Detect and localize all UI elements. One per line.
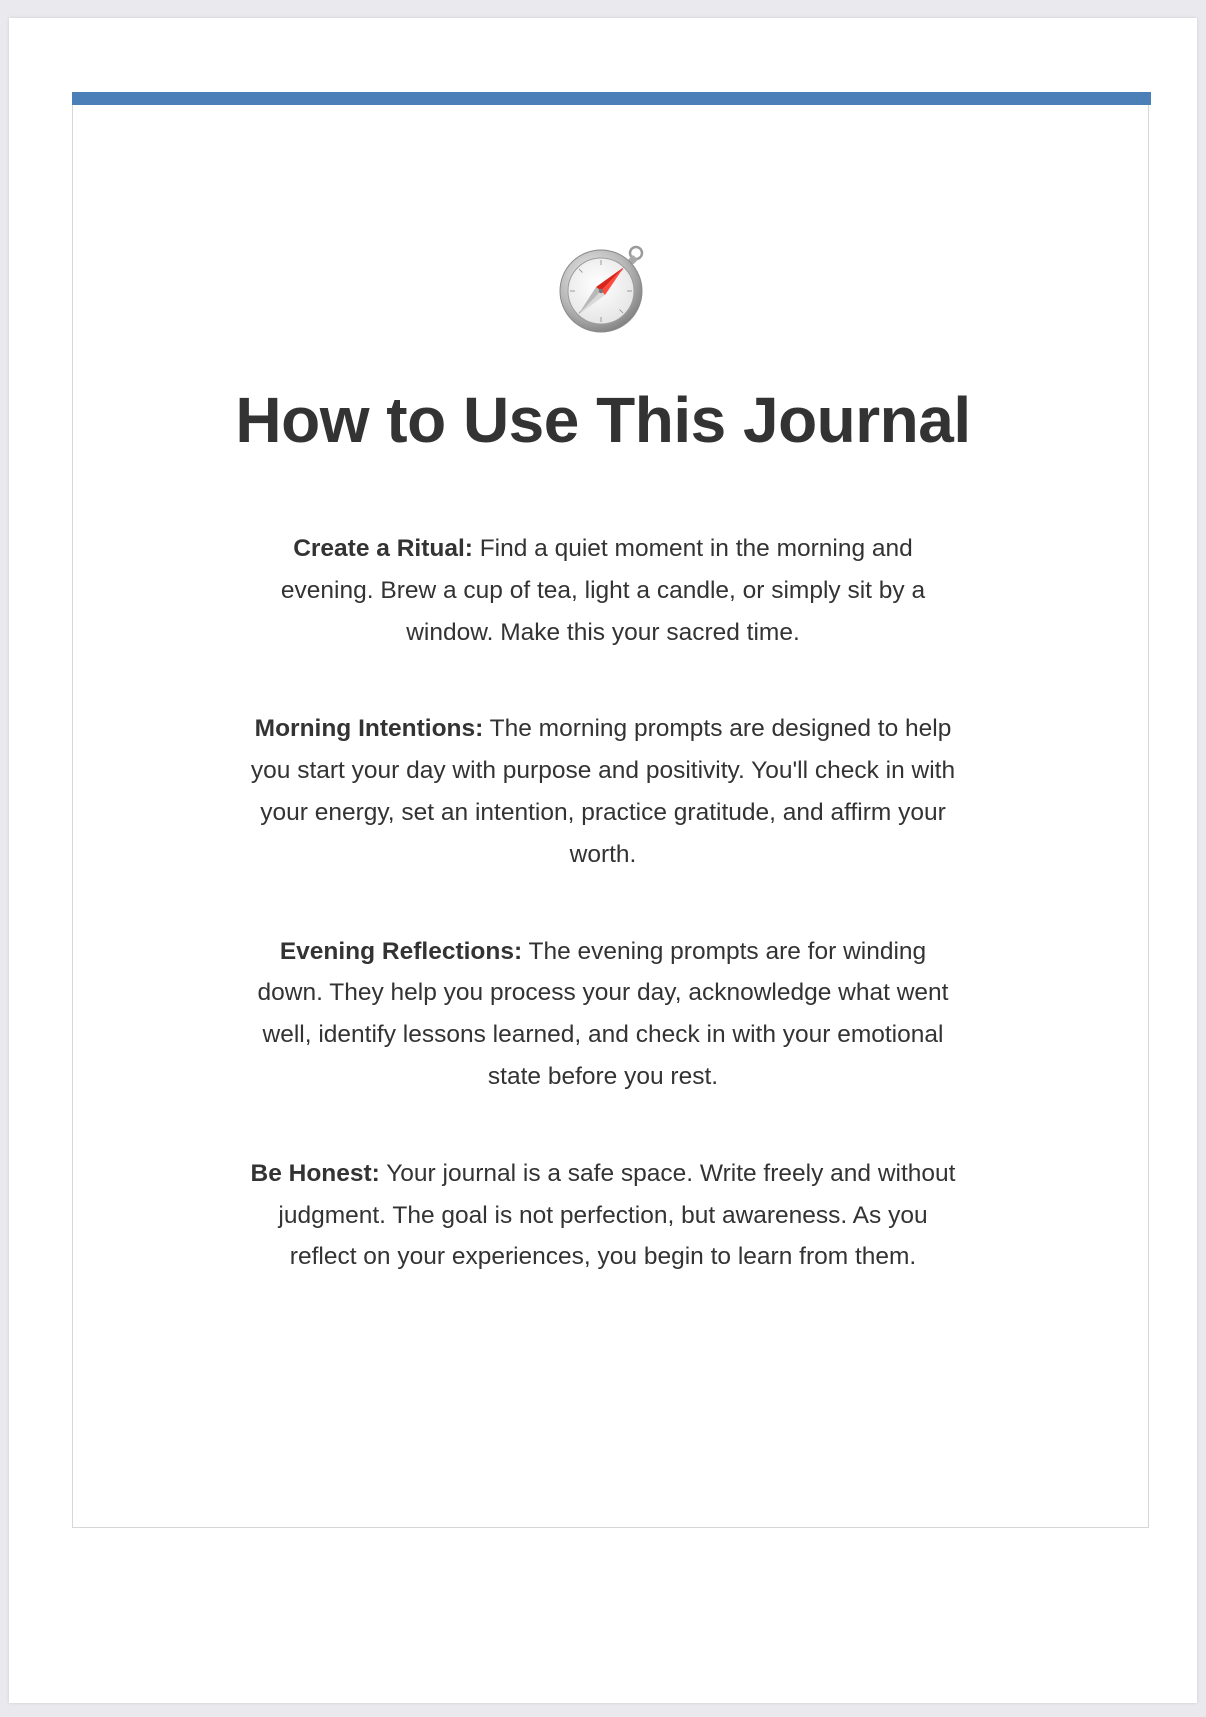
compass-icon bbox=[557, 243, 649, 335]
section-evening-reflections bbox=[250, 931, 956, 1098]
section-label: Evening Reflections: bbox=[279, 937, 523, 965]
section-create-ritual bbox=[250, 528, 956, 653]
section-text: The morning prompts are designed to help you start your day with purpose and positivity. You'll check in with your energy, set an intention, practice gratitude, and affirm your worth. bbox=[250, 715, 956, 868]
section-text: Your journal is a safe space. Write freely and without judgment. The goal is not perfection, but awareness. As you reflect on your experiences, you begin to learn from them. bbox=[278, 1159, 956, 1271]
section-text: Find a quiet moment in the morning and evening. Brew a cup of tea, light a candle, or simply sit by a window. Make this your sacred time. bbox=[280, 535, 926, 646]
section-morning-intentions bbox=[250, 708, 956, 875]
accent-bar bbox=[72, 92, 1151, 105]
section-text: The evening prompts are for winding down. They help you process your day, acknowledge what went well, identify lessons learned, and check in with your emotional state before you rest. bbox=[257, 937, 949, 1090]
page-title: How to Use This Journal bbox=[235, 384, 971, 456]
section-label: Create a Ritual: bbox=[293, 535, 473, 562]
instructions-list bbox=[250, 528, 956, 1333]
section-be-honest bbox=[250, 1153, 956, 1278]
section-label: Be Honest: bbox=[250, 1159, 380, 1187]
section-label: Morning Intentions: bbox=[254, 715, 484, 743]
